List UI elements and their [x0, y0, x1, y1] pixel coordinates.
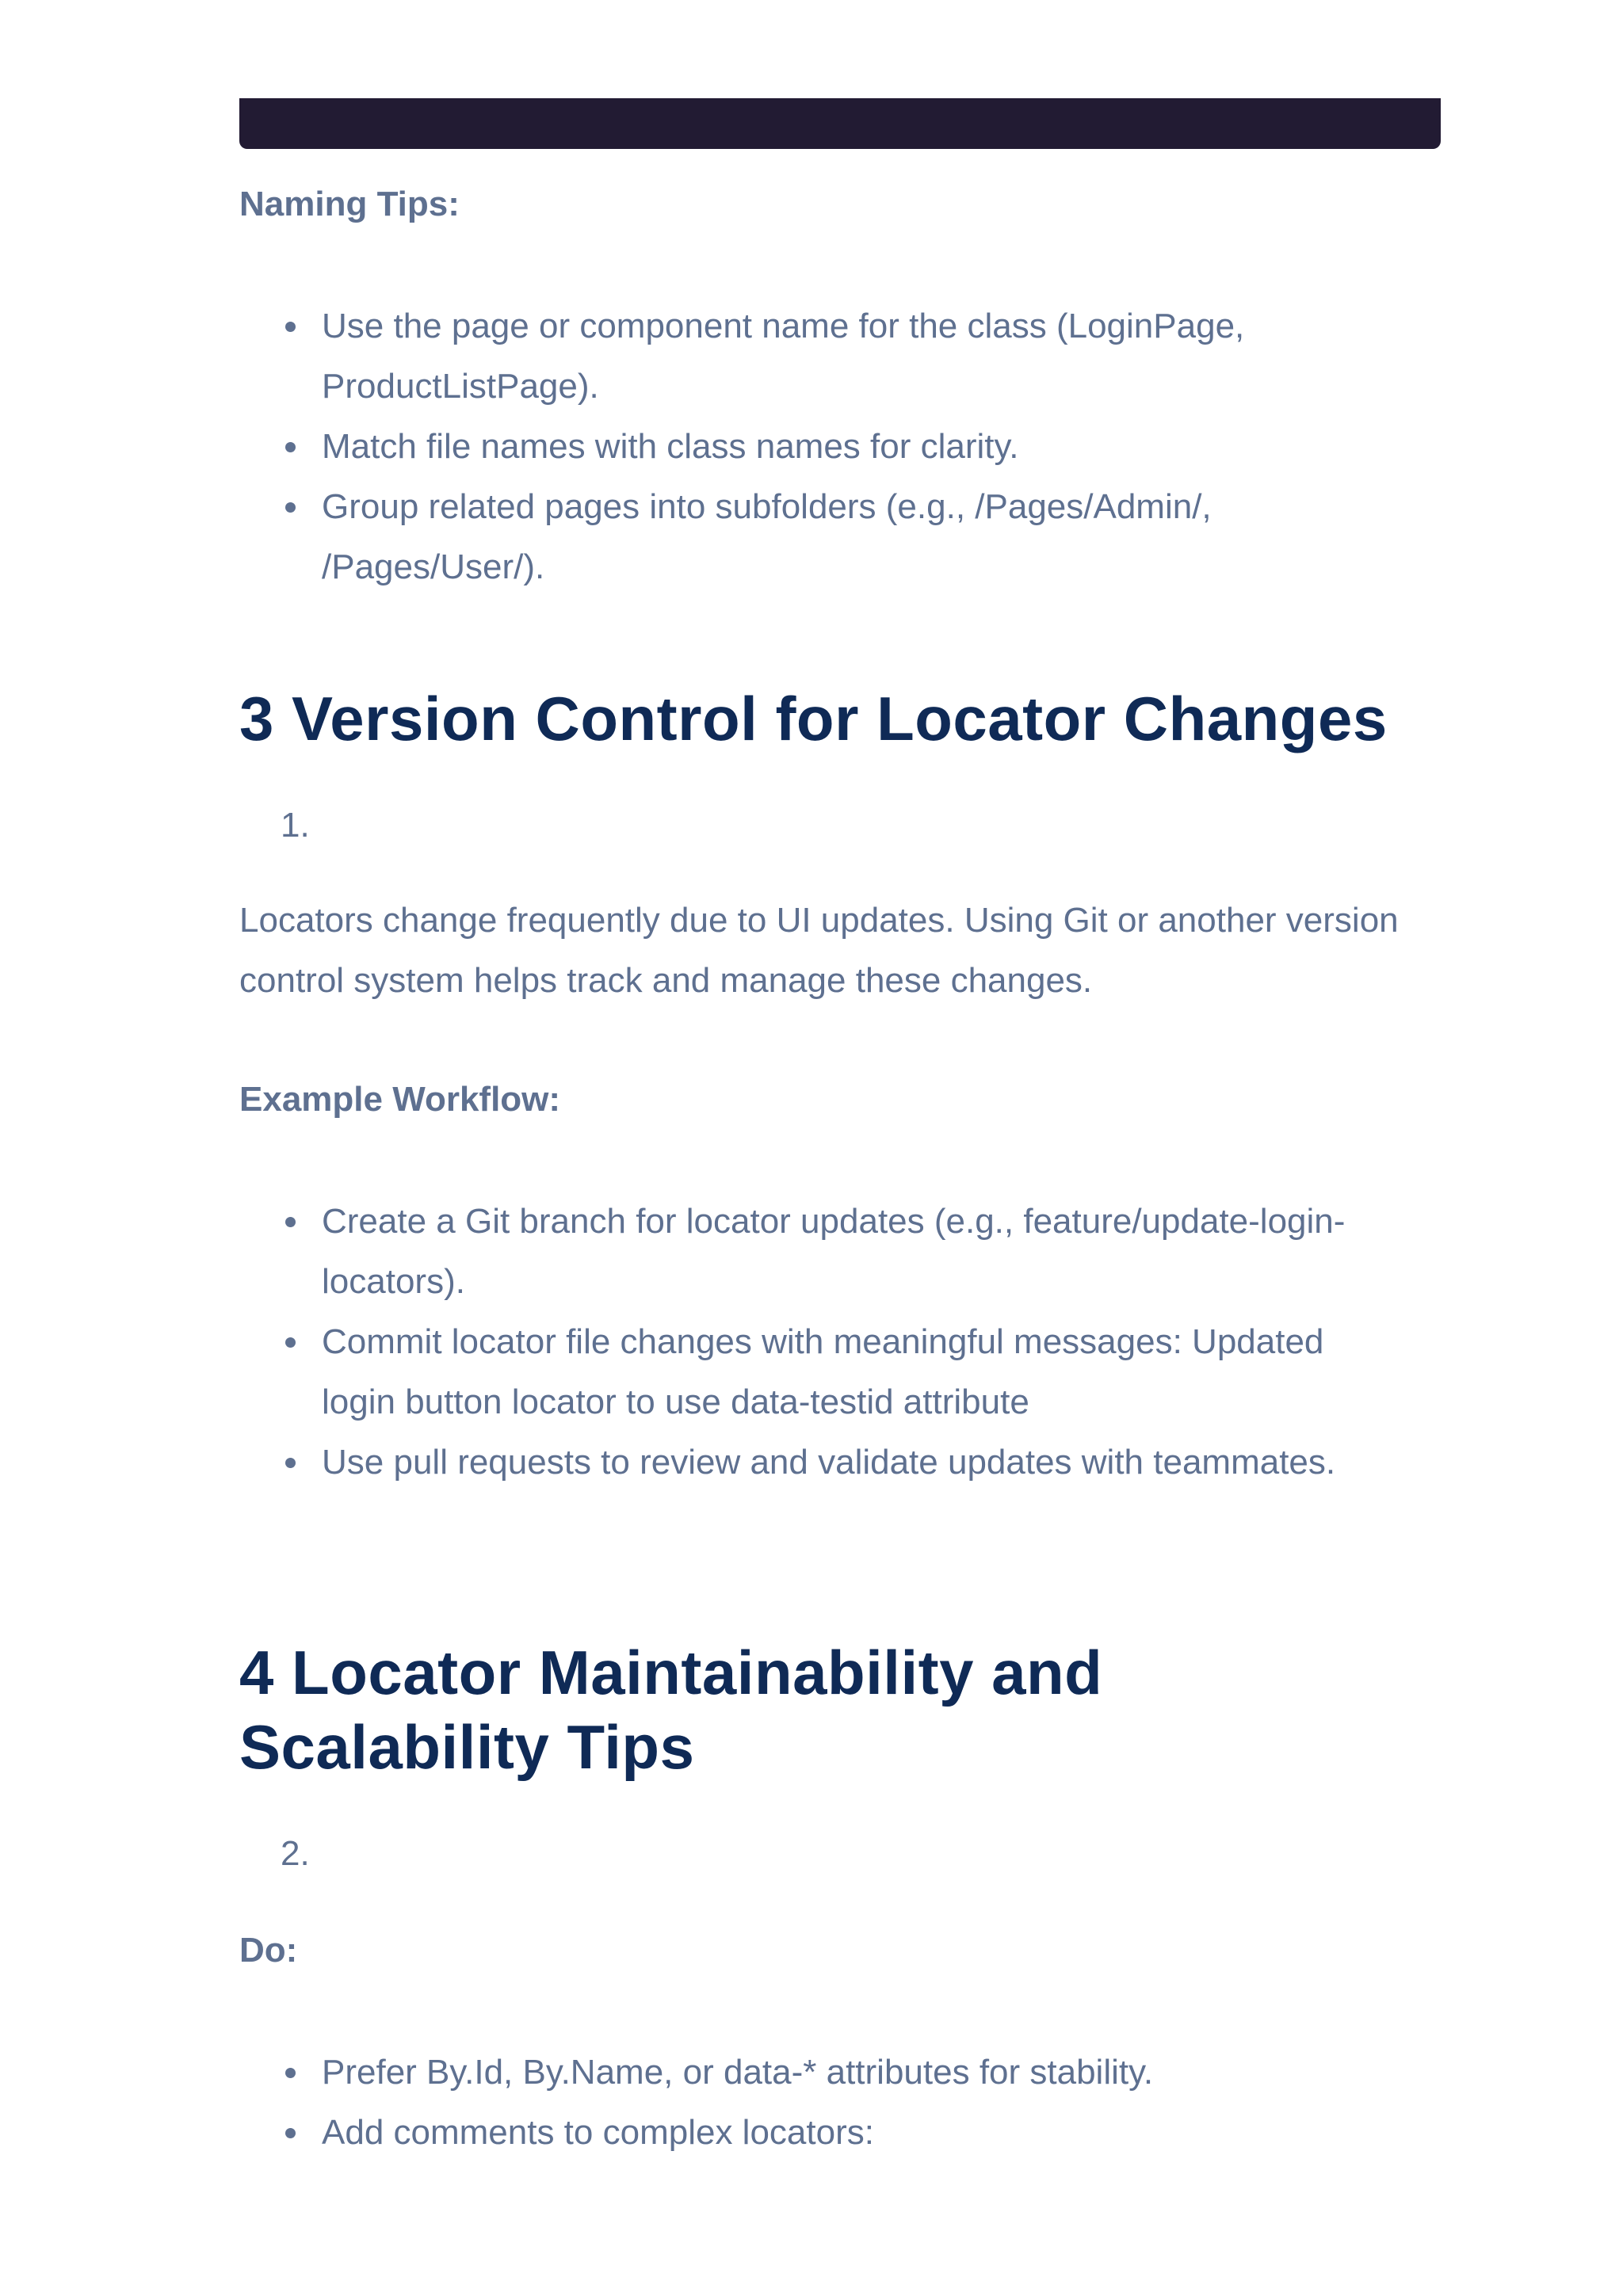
do-list — [239, 2042, 1388, 2163]
list-item: Use the page or component name for the class (LoginPage, ProductListPage). — [239, 296, 1388, 417]
bullet-icon — [285, 322, 296, 332]
bullet-icon — [285, 1458, 296, 1468]
section-4-heading-line-1: 4 Locator Maintainability and — [239, 1638, 1103, 1707]
do-label: Do: — [239, 1931, 298, 1970]
section-4-heading-line-2: Scalability Tips — [239, 1712, 695, 1782]
example-workflow-label: Example Workflow: — [239, 1080, 561, 1119]
section-3-heading: 3 Version Control for Locator Changes — [239, 684, 1388, 753]
bullet-icon — [285, 2128, 296, 2138]
list-item: Add comments to complex locators: — [239, 2103, 1388, 2163]
code-block-footer — [239, 98, 1441, 149]
list-item: Commit locator file changes with meaningful messages: Updated login button locator to use data-testid attribute — [239, 1312, 1388, 1432]
naming-tips-list — [239, 296, 1388, 597]
list-item: Prefer By.Id, By.Name, or data-* attributes for stability. — [239, 2042, 1388, 2103]
naming-tips-label: Naming Tips: — [239, 185, 460, 223]
bullet-icon — [285, 2068, 296, 2078]
section-4-heading — [239, 1635, 1102, 1784]
section-3-paragraph: Locators change frequently due to UI updates. Using Git or another version control system helps track and manage these changes. — [239, 901, 1399, 1000]
bullet-icon — [285, 1217, 296, 1227]
bullet-icon — [285, 502, 296, 513]
list-item: Use pull requests to review and validate updates with teammates. — [239, 1432, 1388, 1493]
list-item: Match file names with class names for clarity. — [239, 417, 1388, 477]
list-number: 2. — [281, 1834, 310, 1873]
list-item: Create a Git branch for locator updates (e.g., feature/update-login-locators). — [239, 1192, 1388, 1312]
bullet-icon — [285, 442, 296, 452]
bullet-icon — [285, 1337, 296, 1348]
workflow-list — [239, 1192, 1388, 1493]
list-item: Group related pages into subfolders (e.g., /Pages/Admin/, /Pages/User/). — [239, 477, 1388, 597]
list-number: 1. — [281, 806, 310, 845]
